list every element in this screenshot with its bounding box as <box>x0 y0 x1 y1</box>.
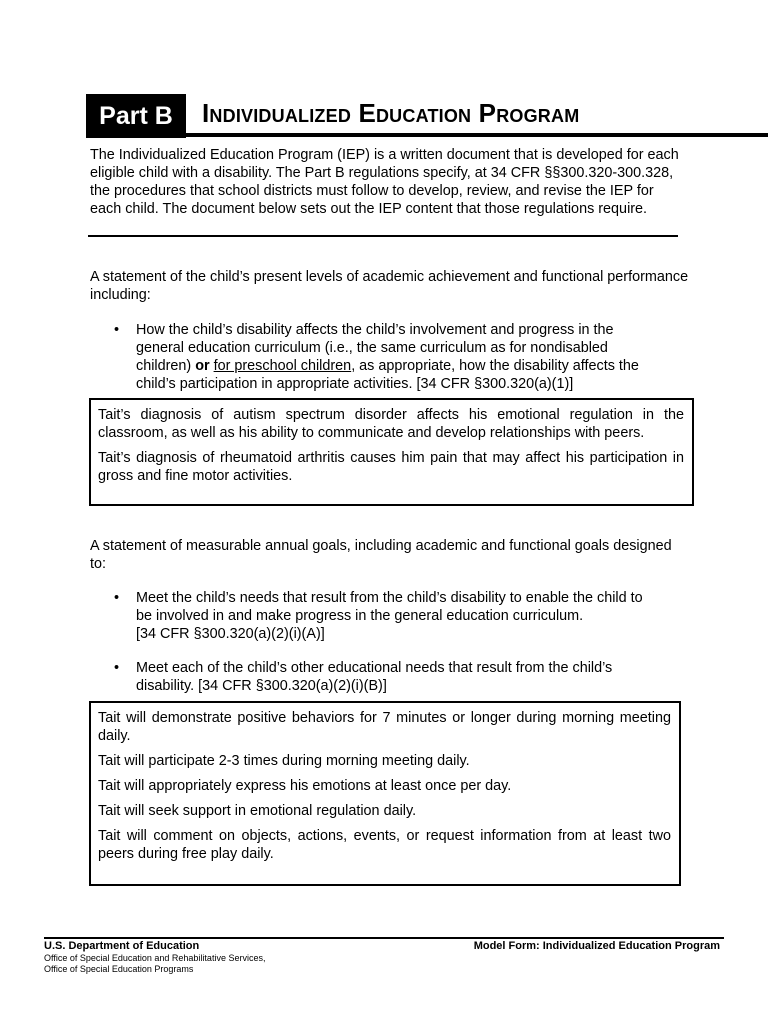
goal-item: Tait will demonstrate positive behaviors for 7 minutes or longer during morning meeting daily. <box>98 710 671 744</box>
goal-item: Tait will participate 2-3 times during morning meeting daily. <box>98 753 470 769</box>
present-levels-response-box <box>89 398 694 506</box>
goal-item: Tait will seek support in emotional regulation daily. <box>98 803 417 819</box>
annual-goals-statement: A statement of measurable annual goals, including academic and functional goals designed to: <box>90 538 672 572</box>
footer-agency <box>44 940 265 975</box>
bullet-icon: • <box>114 660 120 676</box>
footer-department: U.S. Department of Education <box>44 940 200 952</box>
header-rule <box>186 133 768 137</box>
present-levels-statement: A statement of the child’s present levels of academic achievement and functional performance including: <box>90 269 689 303</box>
intro-divider <box>88 235 678 237</box>
footer-office: Office of Special Education Programs <box>44 964 194 974</box>
bullet-icon: • <box>114 322 120 338</box>
footer-form-name: Model Form: Individualized Education Program <box>473 940 720 952</box>
response-paragraph: Tait’s diagnosis of rheumatoid arthritis causes him pain that may affect his participation in gross and fine motor activities. <box>98 450 684 484</box>
page-title: Individualized Education Program <box>202 98 580 128</box>
response-paragraph: Tait’s diagnosis of autism spectrum disorder affects his emotional regulation in the classroom, as well as his ability to communicate and develop relationships with peers. <box>98 407 684 441</box>
goal-item: Tait will comment on objects, actions, events, or request information from at least two peers during free play daily. <box>98 828 671 862</box>
bullet-text: How the child’s disability affects the child’s involvement and progress in the general education curriculum (i.e., the same curriculum as for nondisabled children) or for preschool children, as appropriate, how the disability affects the child’s participation in appropriate activities. [34 CFR §300.320(a)(1)] <box>136 322 639 392</box>
annual-goals-response-box <box>89 701 681 886</box>
footer-rule <box>44 937 724 939</box>
part-tag: Part B <box>86 94 186 138</box>
goal-item: Tait will appropriately express his emotions at least once per day. <box>98 778 512 794</box>
bullet-icon: • <box>114 590 120 606</box>
bullet-text: Meet the child’s needs that result from the child’s disability to enable the child to be involved in and make progress in the general education curriculum. [34 CFR §300.320(a)(2)(i)(A)] <box>136 590 643 642</box>
bullet-text: Meet each of the child’s other educational needs that result from the child’s disability. [34 CFR §300.320(a)(2)(i)(B)] <box>136 660 613 694</box>
footer-office: Office of Special Education and Rehabilitative Services, <box>44 953 266 963</box>
intro-paragraph: The Individualized Education Program (IEP) is a written document that is developed for each eligible child with a disability. The Part B regulations specify, at 34 CFR §§300.320-300.328, the procedures that school districts must follow to develop, review, and revise the IEP for each child. The document below sets out the IEP content that those regulations require. <box>90 147 679 217</box>
